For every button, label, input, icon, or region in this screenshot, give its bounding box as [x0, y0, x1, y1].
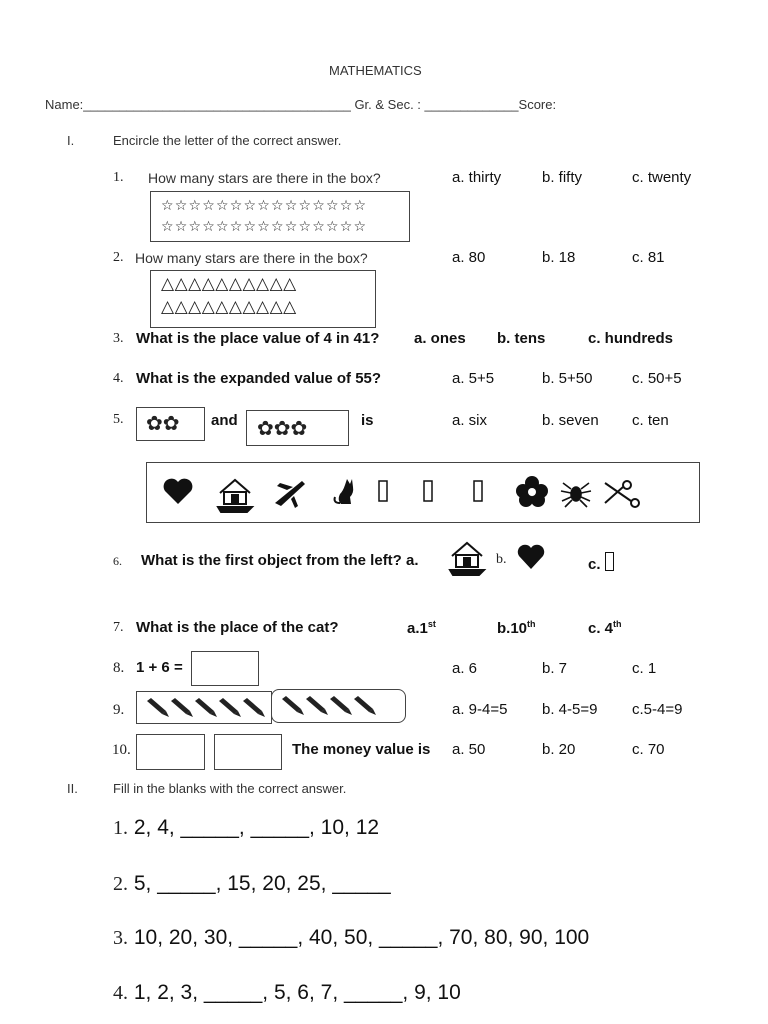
- q8-option-c[interactable]: c. 1: [632, 660, 657, 677]
- q3-number: 3.: [113, 331, 124, 346]
- cat-icon: [335, 479, 354, 504]
- part1-instruction: Encircle the letter of the correct answer.: [113, 133, 342, 148]
- q2-text: How many stars are there in the box?: [135, 250, 368, 266]
- name-field[interactable]: _____________________________________: [83, 97, 351, 112]
- q2-triangle-box: [150, 270, 376, 328]
- q6-option-c[interactable]: [588, 552, 614, 573]
- q6-option-c-label: c.: [588, 556, 601, 573]
- ordinal-suffix: th: [527, 619, 536, 629]
- objects-box: [146, 462, 700, 523]
- q8-answer-box[interactable]: [191, 651, 259, 686]
- q8-equation: 1 + 6 =: [136, 659, 183, 676]
- fill-item[interactable]: [113, 981, 461, 1005]
- q6-text: What is the first object from the left? a.: [141, 552, 419, 569]
- q1-option-b[interactable]: b. fifty: [542, 169, 583, 186]
- q5-is: is: [361, 412, 374, 429]
- pencil-icon: [147, 698, 169, 717]
- q9-option-c[interactable]: c.5-4=9: [632, 701, 683, 718]
- flower-icon: [516, 476, 548, 507]
- q10-option-a[interactable]: a. 50: [452, 741, 486, 758]
- missing-glyph: [474, 481, 482, 501]
- q3-option-c[interactable]: c. hundreds: [588, 330, 674, 347]
- q9-option-a[interactable]: a. 9-4=5: [452, 701, 508, 718]
- airplane-icon: [275, 481, 305, 508]
- q1-option-c[interactable]: c. twenty: [632, 169, 692, 186]
- part1-roman: I.: [67, 133, 75, 148]
- q2-option-a[interactable]: a. 80: [452, 249, 486, 266]
- q4-option-a[interactable]: a. 5+5: [452, 370, 495, 387]
- q1-number: 1.: [113, 170, 124, 185]
- q7-text: What is the place of the cat?: [136, 619, 339, 636]
- fill-item[interactable]: [113, 926, 589, 950]
- flower-icons: ✿✿: [146, 411, 180, 435]
- star-row: ☆☆☆☆☆☆☆☆☆☆☆☆☆☆☆: [161, 219, 368, 235]
- q6-option-b-label: b.: [496, 552, 507, 567]
- q5-flower-box-2: [246, 410, 349, 446]
- q7-number: 7.: [113, 620, 124, 635]
- q4-option-c[interactable]: c. 50+5: [632, 370, 682, 387]
- grade-section-label: Gr. & Sec. :: [354, 97, 421, 112]
- grade-section-field[interactable]: _____________: [424, 97, 519, 112]
- fill-item[interactable]: [113, 816, 379, 840]
- spider-icon: [561, 483, 591, 507]
- q10-number: 10.: [112, 742, 131, 758]
- pencil-icon: [171, 698, 193, 717]
- fill-item-number: 1.: [113, 817, 128, 839]
- name-label: Name:: [45, 97, 84, 112]
- fill-item-number: 3.: [113, 927, 128, 949]
- q10-option-b[interactable]: b. 20: [542, 741, 576, 758]
- missing-glyph: [605, 552, 614, 571]
- part2-roman: II.: [67, 781, 78, 796]
- missing-glyph: [424, 481, 432, 501]
- q4-text: What is the expanded value of 55?: [136, 370, 382, 387]
- q7-option-b-label: b.10: [497, 620, 528, 637]
- q7-option-c[interactable]: [588, 619, 622, 637]
- q8-option-b[interactable]: b. 7: [542, 660, 568, 677]
- q4-option-b[interactable]: b. 5+50: [542, 370, 593, 387]
- ordinal-suffix: th: [613, 619, 622, 629]
- star-row: ☆☆☆☆☆☆☆☆☆☆☆☆☆☆☆: [161, 198, 368, 214]
- fill-item-number: 2.: [113, 873, 128, 895]
- q6-option-b[interactable]: [496, 552, 507, 568]
- pencil-group: [272, 690, 405, 722]
- q4-number: 4.: [113, 371, 124, 386]
- header-line: [45, 97, 556, 112]
- q1-text: How many stars are there in the box?: [148, 170, 381, 186]
- q3-option-b[interactable]: b. tens: [497, 330, 546, 347]
- scissors-icon: [605, 481, 639, 507]
- pencil-icon: [195, 698, 217, 717]
- q2-option-c[interactable]: c. 81: [632, 249, 665, 266]
- pencil-icon: [243, 698, 265, 717]
- q8-number: 8.: [113, 660, 125, 676]
- q10-option-c[interactable]: c. 70: [632, 741, 665, 758]
- q5-option-b[interactable]: b. seven: [542, 412, 599, 429]
- q10-text: The money value is: [292, 741, 431, 758]
- q5-option-a[interactable]: a. six: [452, 412, 488, 429]
- part2-instruction: Fill in the blanks with the correct answer.: [113, 781, 347, 796]
- q2-option-b[interactable]: b. 18: [542, 249, 576, 266]
- pencil-icon: [219, 698, 241, 717]
- heart-icon: [164, 479, 193, 504]
- q10-coin-box-1: [136, 734, 205, 770]
- worksheet-title: MATHEMATICS: [329, 63, 422, 78]
- pencil-icon: [330, 696, 352, 715]
- q6-option-a[interactable]: [447, 538, 487, 583]
- q9-pencil-box-left: [136, 691, 272, 724]
- q1-option-a[interactable]: a. thirty: [452, 169, 502, 186]
- q7-option-a[interactable]: [407, 619, 436, 637]
- q8-option-a[interactable]: a. 6: [452, 660, 478, 677]
- score-label: Score:: [518, 97, 557, 112]
- q5-and: and: [211, 412, 238, 429]
- flower-icons: ✿✿✿: [257, 416, 308, 440]
- house-icon: [447, 538, 487, 578]
- fill-item-text: 5, _____, 15, 20, 25, _____: [133, 872, 391, 895]
- q5-number: 5.: [113, 412, 124, 427]
- house-icon: [218, 480, 252, 512]
- q7-option-b[interactable]: [497, 619, 536, 637]
- q3-text: What is the place value of 4 in 41?: [136, 330, 380, 347]
- q7-option-a-label: a.1: [407, 620, 428, 637]
- q2-number: 2.: [113, 250, 124, 265]
- q5-flower-box-1: [136, 407, 205, 441]
- q7-option-c-label: c. 4: [588, 620, 614, 637]
- q6-number: 6.: [113, 554, 122, 568]
- ordinal-suffix: st: [427, 619, 436, 629]
- triangle-row: △△△△△△△△△△: [161, 297, 297, 317]
- fill-item-text: 10, 20, 30, _____, 40, 50, _____, 70, 80, 90, 100: [133, 926, 590, 949]
- q9-pencil-box-right: [271, 689, 406, 723]
- missing-glyph: [379, 481, 387, 501]
- fill-item[interactable]: [113, 872, 391, 896]
- pencil-icon: [354, 696, 376, 715]
- q9-option-b[interactable]: b. 4-5=9: [542, 701, 598, 718]
- q10-coin-box-2: [214, 734, 282, 770]
- q5-option-c[interactable]: c. ten: [632, 412, 669, 429]
- pencil-icon: [306, 696, 328, 715]
- q1-star-box: [150, 191, 410, 242]
- pencil-icon: [282, 696, 304, 715]
- pencil-group: [137, 692, 271, 723]
- heart-icon: [516, 544, 546, 577]
- fill-item-number: 4.: [113, 982, 128, 1004]
- q3-option-a[interactable]: a. ones: [414, 330, 466, 347]
- q9-number: 9.: [113, 702, 125, 718]
- fill-item-text: 1, 2, 3, _____, 5, 6, 7, _____, 9, 10: [133, 981, 461, 1004]
- fill-item-text: 2, 4, _____, _____, 10, 12: [133, 816, 380, 839]
- triangle-row: △△△△△△△△△△: [161, 274, 297, 294]
